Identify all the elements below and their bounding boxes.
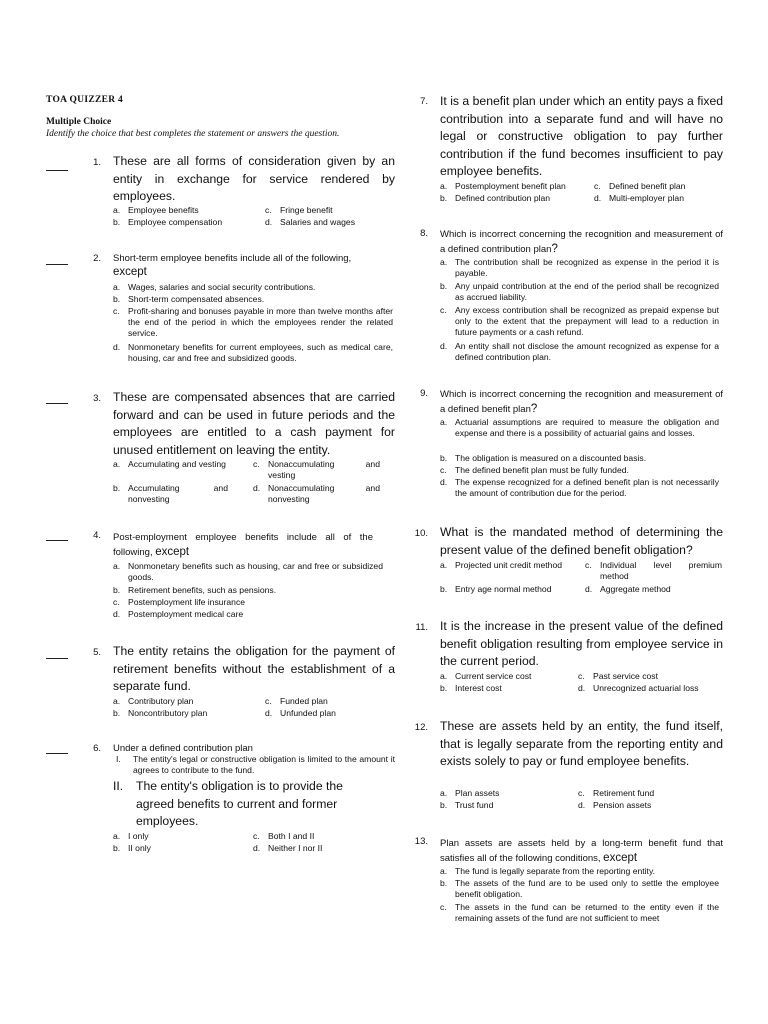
section-heading: Multiple Choice	[46, 117, 112, 127]
option-letter: b.	[440, 683, 448, 693]
option-text: Employee compensation	[128, 217, 223, 227]
statement-label: I.	[116, 754, 121, 764]
option-letter: d.	[440, 477, 448, 487]
question-number: 3.	[93, 393, 101, 404]
option-text: Entry age normal method	[455, 584, 552, 594]
question-stem: These are all forms of consideration given by an entity in exchange for service rendered by employees.	[113, 154, 395, 203]
answer-blank-2[interactable]	[46, 264, 68, 265]
option-text: Aggregate method	[600, 584, 671, 594]
option-text: Employee benefits	[128, 205, 199, 215]
option-letter: d.	[265, 708, 273, 718]
option-text: The assets in the fund can be returned to the entity even if the remaining assets of the fund are not sufficient to meet	[455, 902, 719, 923]
option-text: Short-term compensated absences.	[128, 294, 265, 304]
question-number: 4.	[93, 530, 101, 541]
option-text: Plan assets	[455, 788, 500, 798]
option-text: The fund is legally separate from the reporting entity.	[455, 866, 655, 876]
question-stem: Under a defined contribution plan	[113, 743, 253, 754]
option-letter: a.	[440, 788, 448, 798]
option-text: Nonaccumulating and nonvesting	[268, 483, 380, 504]
question-number: 11.	[415, 622, 428, 633]
question-number: 2.	[93, 253, 101, 264]
option-text: Interest cost	[455, 683, 502, 693]
option-text: Retirement fund	[593, 788, 655, 798]
option-letter: c.	[440, 465, 447, 475]
option-letter: d.	[253, 843, 261, 853]
option-text: I only	[128, 831, 149, 841]
option-letter: b.	[113, 585, 121, 595]
option-text: Postemployment benefit plan	[455, 181, 566, 191]
question-stem: These are compensated absences that are carried forward and can be used in future periods and the employees are entitled to a cash payment for unused entitlement on leaving the entity.	[113, 390, 395, 457]
option-letter: a.	[440, 181, 448, 191]
option-letter: c.	[113, 306, 120, 316]
option-text: Any excess contribution shall be recognized as prepaid expense but only to the extent that the prepayment will lead to a reduction in future payments or a cash refund.	[455, 305, 719, 337]
option-text: The assets of the fund are to be used only to settle the employee benefit obligation.	[455, 878, 719, 899]
question-number: 5.	[93, 647, 101, 658]
option-text: Projected unit credit method	[455, 560, 563, 570]
option-text: Retirement benefits, such as pensions.	[128, 585, 277, 595]
question-number: 9.	[420, 388, 428, 399]
option-text: Contributory plan	[128, 696, 194, 706]
option-letter: d.	[265, 217, 273, 227]
question-emphasis: except	[603, 852, 638, 864]
option-letter: d.	[113, 342, 121, 352]
option-text: Fringe benefit	[280, 205, 333, 215]
option-text: Pension assets	[593, 800, 652, 810]
question-stem: These are assets held by an entity, the fund itself, that is legally separate from the reporting entity and exists solely to pay or fund employee benefits.	[440, 719, 723, 768]
statement-label: II.	[113, 779, 124, 793]
question-number: 7.	[420, 96, 428, 107]
statement-text: The entity's obligation is to provide the agreed benefits to current and former employees.	[136, 779, 343, 828]
option-letter: c.	[594, 181, 601, 191]
option-text: Accumulating and vesting	[128, 459, 226, 469]
option-letter: c.	[440, 902, 447, 912]
option-letter: b.	[440, 453, 448, 463]
option-text: Past service cost	[593, 671, 658, 681]
option-letter: b.	[113, 483, 121, 493]
option-text: Trust fund	[455, 800, 494, 810]
quiz-title: TOA QUIZZER 4	[46, 95, 124, 105]
option-letter: d.	[578, 800, 586, 810]
question-number: 12.	[414, 722, 428, 733]
option-text: Postemployment life insurance	[128, 597, 246, 607]
option-letter: b.	[113, 843, 121, 853]
option-letter: d.	[578, 683, 586, 693]
option-letter: a.	[113, 561, 121, 571]
option-letter: c.	[113, 597, 120, 607]
option-letter: c.	[253, 459, 260, 469]
option-letter: a.	[440, 866, 448, 876]
option-text: Wages, salaries and social security contributions.	[128, 282, 316, 292]
question-number: 10.	[414, 528, 428, 539]
option-letter: a.	[440, 671, 448, 681]
question-stem: What is the mandated method of determining the present value of the defined benefit obligation?	[440, 525, 723, 557]
option-letter: a.	[113, 282, 121, 292]
option-text: Current service cost	[455, 671, 532, 681]
option-letter: d.	[440, 341, 448, 351]
option-letter: d.	[113, 609, 121, 619]
question-stem: Which is incorrect concerning the recognition and measurement of a defined contribution plan	[440, 229, 723, 255]
question-number: 1.	[93, 157, 101, 168]
option-letter: a.	[113, 459, 121, 469]
option-text: The obligation is measured on a discounted basis.	[455, 453, 647, 463]
option-letter: a.	[440, 257, 448, 267]
statement-text: The entity's legal or constructive obligation is limited to the amount it agrees to contribute to the fund.	[133, 754, 395, 775]
question-emphasis: except	[155, 546, 190, 558]
question-stem: Plan assets are assets held by a long-term benefit fund that satisfies all of the following conditions,	[440, 838, 723, 864]
option-letter: b.	[440, 584, 448, 594]
option-text: Postemployment medical care	[128, 609, 244, 619]
option-letter: c.	[578, 788, 585, 798]
option-letter: b.	[440, 878, 448, 888]
option-letter: a.	[113, 831, 121, 841]
question-stem: It is a benefit plan under which an entity pays a fixed contribution into a separate fund and will have no legal or constructive obligation to pay further contribution if the fund becomes insufficient to pay employee benefits.	[440, 94, 723, 178]
option-letter: d.	[253, 483, 261, 493]
option-letter: b.	[113, 708, 121, 718]
option-text: An entity shall not disclose the amount recognized as expense for a defined contribution plan.	[455, 341, 719, 362]
question-emphasis: ?	[530, 403, 538, 415]
question-stem: Short-term employee benefits include all of the following,	[113, 253, 352, 264]
option-text: Both I and II	[268, 831, 315, 841]
question-stem: It is the increase in the present value of the defined benefit obligation resulting from employee service in the current period.	[440, 619, 723, 668]
answer-blank-4[interactable]	[46, 540, 68, 541]
option-letter: a.	[440, 560, 448, 570]
question-number: 6.	[93, 743, 101, 754]
option-letter: b.	[440, 800, 448, 810]
question-number: 8.	[420, 228, 428, 239]
option-text: Neither I nor II	[268, 843, 323, 853]
option-letter: a.	[113, 205, 121, 215]
option-letter: c.	[585, 560, 592, 570]
option-text: Nonmonetary benefits for current employees, such as medical care, housing, car and free and subsidized goods.	[128, 342, 393, 363]
option-letter: b.	[113, 294, 121, 304]
option-letter: c.	[265, 696, 272, 706]
option-letter: c.	[253, 831, 260, 841]
option-letter: a.	[440, 417, 448, 427]
option-text: II only	[128, 843, 151, 853]
option-text: Accumulating and nonvesting	[128, 483, 228, 504]
option-text: Multi-employer plan	[609, 193, 684, 203]
question-emphasis: ?	[551, 243, 558, 255]
option-text: Salaries and wages	[280, 217, 356, 227]
option-text: The contribution shall be recognized as expense in the period it is payable.	[455, 257, 719, 278]
question-emphasis: except	[113, 266, 147, 278]
option-letter: c.	[440, 305, 447, 315]
option-text: Defined benefit plan	[609, 181, 686, 191]
question-stem: Which is incorrect concerning the recognition and measurement of a defined benefit plan	[440, 389, 723, 415]
option-text: Actuarial assumptions are required to measure the obligation and expense and there is a possibility of actuarial gains and losses.	[455, 417, 719, 438]
instructions: Identify the choice that best completes the statement or answers the question.	[46, 129, 340, 139]
option-letter: d.	[585, 584, 593, 594]
option-letter: b.	[440, 281, 448, 291]
question-stem: The entity retains the obligation for the payment of retirement benefits without the establishment of a separate fund.	[113, 644, 395, 693]
option-letter: b.	[113, 217, 121, 227]
answer-blank-6[interactable]	[46, 753, 68, 754]
option-text: The expense recognized for a defined benefit plan is not necessarily the amount of contribution due for the period.	[455, 477, 719, 498]
option-text: Funded plan	[280, 696, 328, 706]
option-letter: c.	[578, 671, 585, 681]
option-text: Defined contribution plan	[455, 193, 551, 203]
question-number: 13.	[414, 836, 428, 847]
answer-blank-5[interactable]	[46, 658, 68, 659]
option-text: Nonmonetary benefits such as housing, car and free or subsidized goods.	[128, 561, 383, 582]
option-text: Individual level premium method	[600, 560, 722, 581]
option-text: Noncontributory plan	[128, 708, 208, 718]
option-letter: c.	[265, 205, 272, 215]
option-letter: d.	[594, 193, 602, 203]
option-text: Nonaccumulating and vesting	[268, 459, 380, 480]
option-text: Unfunded plan	[280, 708, 336, 718]
question-stem: Post-employment employee benefits include all of the following,	[113, 532, 373, 558]
option-text: Any unpaid contribution at the end of the period shall be recognized as accrued liability.	[455, 281, 719, 302]
option-letter: b.	[440, 193, 448, 203]
answer-blank-1[interactable]	[46, 170, 68, 171]
option-text: Profit-sharing and bonuses payable in more than twelve months after the end of the period in which the employees render the related service.	[128, 306, 393, 338]
option-text: Unrecognized actuarial loss	[593, 683, 699, 693]
option-letter: a.	[113, 696, 121, 706]
option-text: The defined benefit plan must be fully funded.	[455, 465, 629, 475]
answer-blank-3[interactable]	[46, 403, 68, 404]
